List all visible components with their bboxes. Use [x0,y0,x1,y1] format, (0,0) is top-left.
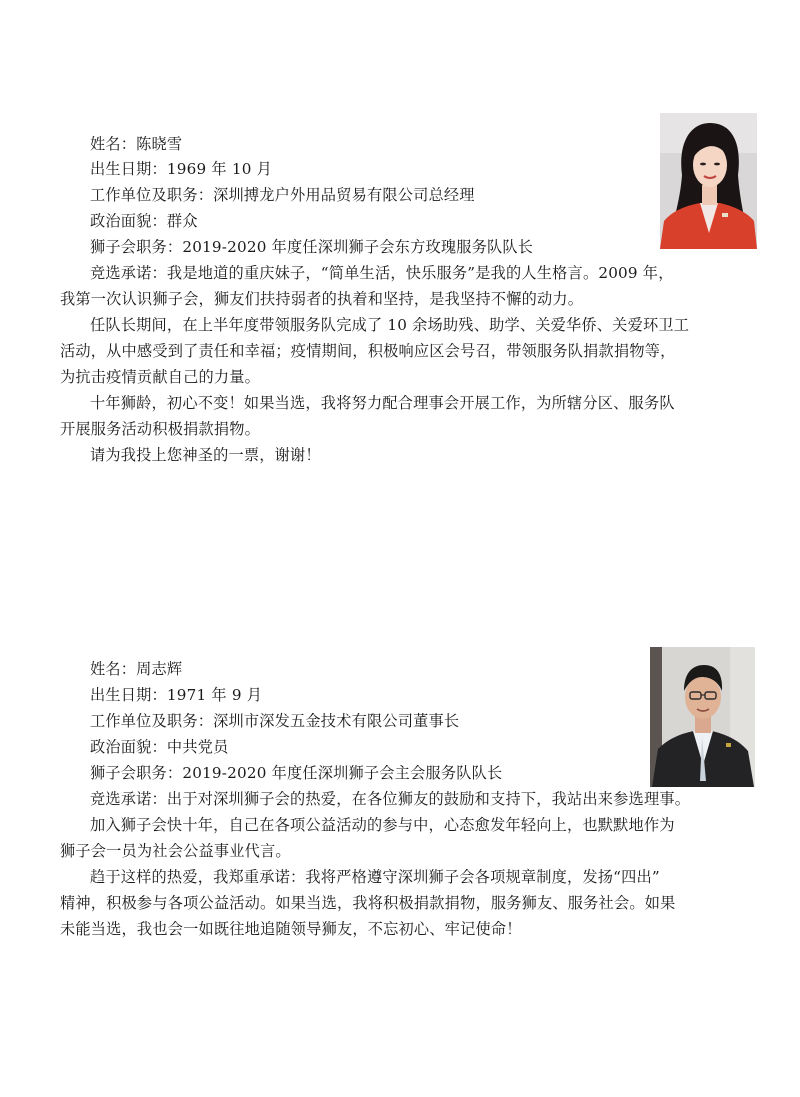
statement-line: 加入狮子会快十年，自己在各项公益活动的参与中，心态愈发年轻向上，也默默地作为 [90,816,675,834]
work-unit-line: 工作单位及职务：深圳搏龙户外用品贸易有限公司总经理 [90,186,475,204]
political-status-line: 政治面貌：中共党员 [90,738,229,756]
candidate-photo-1 [660,113,757,249]
statement-line: 活动，从中感受到了责任和幸福；疫情期间，积极响应区会号召，带领服务队捐款捐物等， [60,342,676,360]
statement-line: 竞选承诺：我是地道的重庆妹子，“简单生活，快乐服务”是我的人生格言。2009 年， [90,264,674,282]
statement-line: 狮子会一员为社会公益事业代言。 [60,842,291,860]
statement-line: 未能当选，我也会一如既往地追随领导狮友，不忘初心、牢记使命！ [60,920,522,938]
statement-line: 十年狮龄，初心不变！如果当选，我将努力配合理事会开展工作，为所辖分区、服务队 [90,394,675,412]
statement-line: 竞选承诺：出于对深圳狮子会的热爱，在各位狮友的鼓励和支持下，我站出来参选理事。 [90,790,691,808]
statement-line: 为抗击疫情贡献自己的力量。 [60,368,261,386]
political-status-line: 政治面貌：群众 [90,212,198,230]
birth-date-line: 出生日期：1971 年 9 月 [90,686,263,704]
candidate-photo-2 [650,647,755,787]
statement-line: 开展服务活动积极捐款捐物。 [60,420,261,438]
statement-line: 趋于这样的热爱，我郑重承诺：我将严格遵守深圳狮子会各项规章制度，发扬“四出” [90,868,660,886]
lions-position-line: 狮子会职务：2019-2020 年度任深圳狮子会东方玫瑰服务队队长 [90,238,534,256]
lions-position-line: 狮子会职务：2019-2020 年度任深圳狮子会主会服务队队长 [90,764,503,782]
work-unit-line: 工作单位及职务：深圳市深发五金技术有限公司董事长 [90,712,460,730]
statement-line: 我第一次认识狮子会，狮友们扶持弱者的执着和坚持，是我坚持不懈的动力。 [60,290,584,308]
birth-date-line: 出生日期：1969 年 10 月 [90,160,272,178]
name-line: 姓名：陈晓雪 [90,135,183,153]
name-line: 姓名：周志辉 [90,660,183,678]
statement-line: 任队长期间，在上半年度带领服务队完成了 10 余场助残、助学、关爱华侨、关爱环卫工 [90,316,690,334]
statement-line: 请为我投上您神圣的一票，谢谢！ [90,446,321,464]
statement-line: 精神，积极参与各项公益活动。如果当选，我将积极捐款捐物，服务狮友、服务社会。如果 [60,894,676,912]
